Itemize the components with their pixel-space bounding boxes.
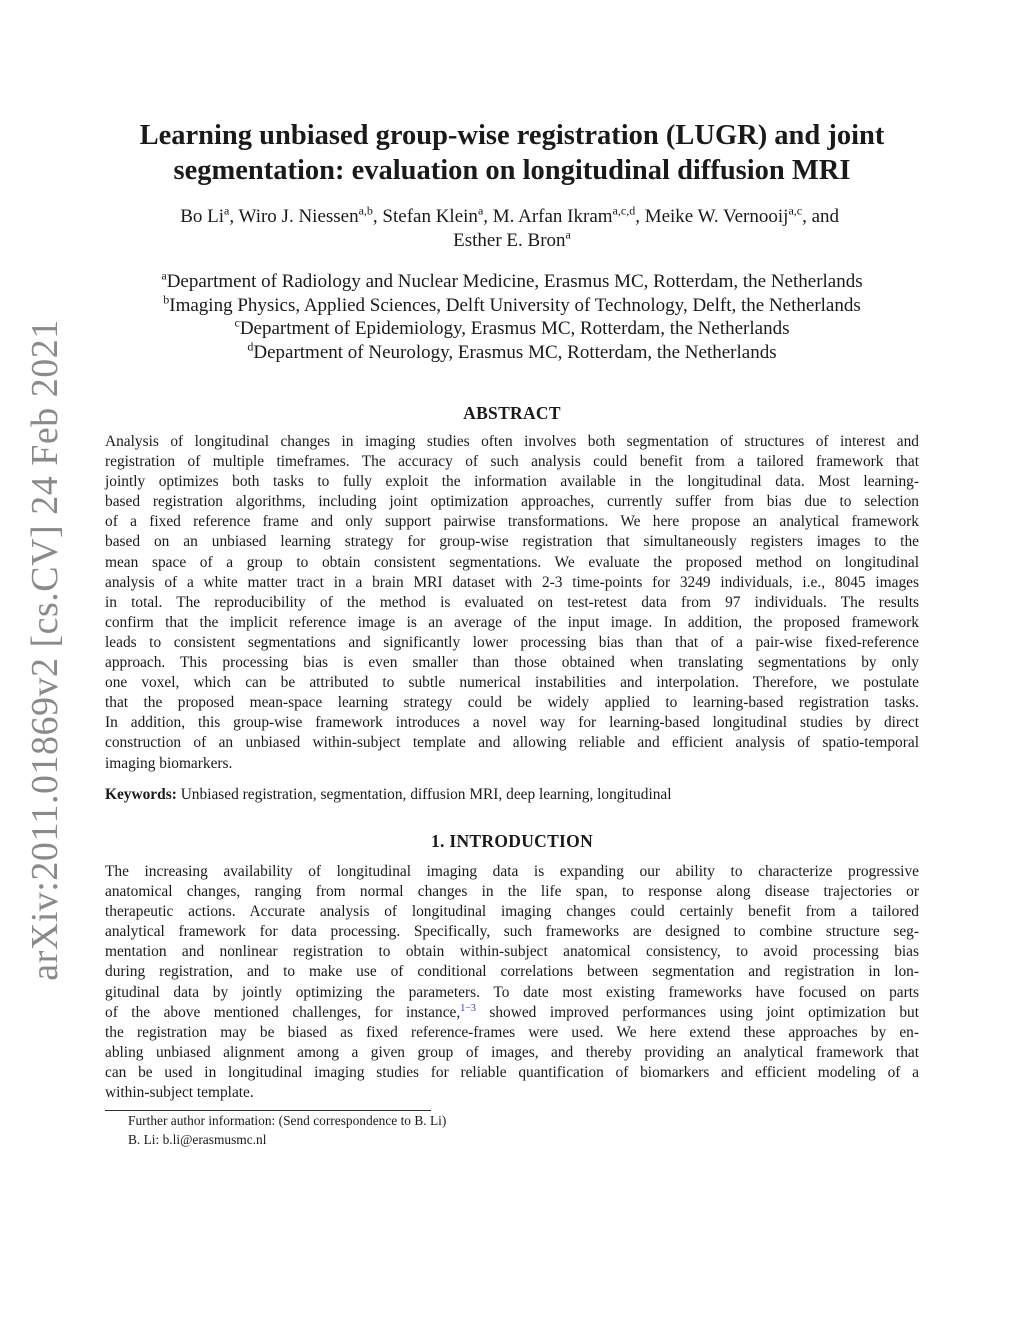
author-affiliation-mark: a,c,d	[612, 203, 636, 218]
abstract-line: mean space of a group to obtain consistent segmentations. We evaluate the proposed method on longitudinal	[105, 553, 919, 571]
author-separator: ,	[635, 206, 645, 227]
abstract-line: that the proposed mean-space learning strategy could be widely applied to learning-based registration tasks.	[105, 694, 919, 712]
abstract-line: leads to consistent segmentations and significantly lower processing bias than that of a pair-wise fixed-reference	[105, 633, 919, 651]
abstract-line: imaging biomarkers.	[105, 754, 233, 772]
keywords-label: Keywords:	[105, 786, 177, 803]
footnote-author-info: Further author information: (Send correspondence to B. Li)	[128, 1113, 447, 1128]
abstract-line: approach. This processing bias is even smaller than those obtained when translating segmentations by only	[105, 654, 919, 672]
author-separator: ,	[372, 206, 383, 227]
affiliation-mark: d	[247, 339, 254, 354]
affiliation-item	[100, 317, 924, 341]
citation-link[interactable]: 1−3	[460, 1002, 476, 1014]
author-affiliation-mark: a,b	[358, 203, 373, 218]
author-name: Esther E. Bron	[453, 230, 566, 251]
intro-line: gitudinal data by jointly optimizing the parameters. To date most existing frameworks have focused on parts	[105, 983, 919, 1001]
intro-line-with-citation	[105, 1003, 919, 1023]
author-affiliation-mark: a,c	[788, 203, 803, 218]
affiliation-item	[100, 341, 924, 365]
intro-text: of the above mentioned challenges, for instance,	[105, 1003, 461, 1021]
affiliation-item	[100, 270, 924, 294]
intro-line: anatomical changes, ranging from normal changes in the life span, to response along disease trajectories or	[105, 883, 919, 901]
abstract-line: confirm that the implicit reference image is an average of the input image. In addition, the proposed framework	[105, 613, 919, 631]
author-list	[100, 205, 924, 253]
abstract-line: one voxel, which can be attributed to subtle numerical instabilities and interpolation. Therefore, we postulate	[105, 674, 919, 692]
intro-line: mentation and nonlinear registration to obtain within-subject anatomical consistency, to avoid processing bias	[105, 943, 919, 961]
abstract-line: in total. The reproducibility of the method is evaluated on test-retest data from 97 individuals. The results	[105, 593, 919, 611]
intro-text: showed improved performances using joint optimization but	[475, 1003, 920, 1021]
abstract-body	[105, 432, 919, 774]
introduction-body	[105, 862, 919, 1103]
arxiv-identifier: arXiv:2011.01869v2 [cs.CV] 24 Feb 2021	[24, 319, 66, 981]
abstract-line: based registration algorithms, including joint optimization approaches, currently suffer from bias due to selection	[105, 493, 919, 511]
author-name: M. Arfan Ikram	[492, 206, 613, 227]
abstract-line: construction of an unbiased within-subject template and allowing reliable and efficient analysis of spatio-temporal	[105, 734, 919, 752]
abstract-line: based on an unbiased learning strategy for group-wise registration that simultaneously registers images to the	[105, 533, 919, 551]
affiliation-item	[100, 294, 924, 318]
affiliation-list	[100, 270, 924, 364]
intro-line: analytical framework for data processing. Specifically, such frameworks are designed to combine structure seg-	[105, 923, 919, 941]
keywords-text: Unbiased registration, segmentation, diffusion MRI, deep learning, longitudinal	[180, 786, 672, 803]
introduction-heading: 1. INTRODUCTION	[430, 831, 594, 851]
abstract-line: Analysis of longitudinal changes in imaging studies often involves both segmentation of structures of interest and	[105, 433, 919, 450]
abstract-heading: ABSTRACT	[463, 403, 561, 423]
abstract-line: In addition, this group-wise framework introduces a novel way for learning-based longitudinal studies by direct	[105, 714, 919, 732]
author-separator: ,	[229, 206, 239, 227]
affiliation-text: Imaging Physics, Applied Sciences, Delft University of Technology, Delft, the Netherlands	[169, 294, 861, 316]
author-name: Meike W. Vernooij	[644, 206, 789, 227]
footnote-contact-email: B. Li: b.li@erasmusmc.nl	[128, 1132, 267, 1147]
title-line-1: Learning unbiased group-wise registration (LUGR) and joint	[139, 120, 885, 151]
affiliation-text: Department of Radiology and Nuclear Medicine, Erasmus MC, Rotterdam, the Netherlands	[166, 271, 863, 292]
author-affiliation-mark: a	[224, 203, 230, 218]
paper-title	[100, 118, 924, 188]
author-name: Stefan Klein	[382, 206, 478, 227]
abstract-line: of a fixed reference frame and only support pairwise transformations. We here propose an analytical framework	[105, 513, 919, 531]
intro-line: during registration, and to make use of conditional correlations between segmentation and registration in lon-	[105, 963, 919, 981]
intro-line: the registration may be biased as fixed reference-frames were used. We here extend these approaches by en-	[105, 1023, 919, 1041]
intro-line: therapeutic actions. Accurate analysis of longitudinal imaging changes could certainly benefit from a tailored	[105, 903, 919, 921]
author-name: Wiro J. Niessen	[238, 206, 359, 227]
author-affiliation-mark: a	[477, 203, 484, 218]
intro-line: within-subject template.	[105, 1084, 254, 1102]
author-affiliation-mark: a	[565, 227, 571, 242]
affiliation-mark: a	[161, 268, 167, 283]
affiliation-mark: b	[163, 292, 170, 307]
intro-line: The increasing availability of longitudinal imaging data is expanding our ability to characterize progressive	[105, 863, 919, 880]
arxiv-sidebar-stamp	[16, 319, 74, 981]
title-line-2: segmentation: evaluation on longitudinal diffusion MRI	[173, 155, 851, 186]
keywords	[105, 786, 919, 804]
intro-line: can be used in longitudinal imaging studies for reliable quantification of biomarkers and efficient modeling of a	[105, 1063, 919, 1081]
affiliation-text: Department of Epidemiology, Erasmus MC, Rotterdam, the Netherlands	[239, 318, 790, 339]
footnote-rule	[105, 1110, 431, 1111]
author-separator: , and	[802, 206, 844, 227]
author-line-1	[100, 205, 924, 229]
abstract-line: analysis of a white matter tract in a brain MRI dataset with 2-3 time-points for 3249 individuals, i.e., 8045 images	[105, 573, 919, 591]
author-name: Bo Li	[180, 206, 225, 227]
affiliation-mark: c	[234, 315, 240, 330]
affiliation-text: Department of Neurology, Erasmus MC, Rotterdam, the Netherlands	[253, 341, 777, 363]
author-line-2	[100, 229, 924, 253]
abstract-line: jointly optimizes both tasks to fully exploit the information available in the longitudinal data. Most learning-	[105, 473, 919, 491]
intro-line: abling unbiased alignment among a given group of images, and thereby providing an analytical framework that	[105, 1043, 919, 1061]
abstract-line: registration of multiple timeframes. The accuracy of such analysis could benefit from a tailored framework that	[105, 453, 919, 471]
author-separator: ,	[483, 206, 493, 227]
